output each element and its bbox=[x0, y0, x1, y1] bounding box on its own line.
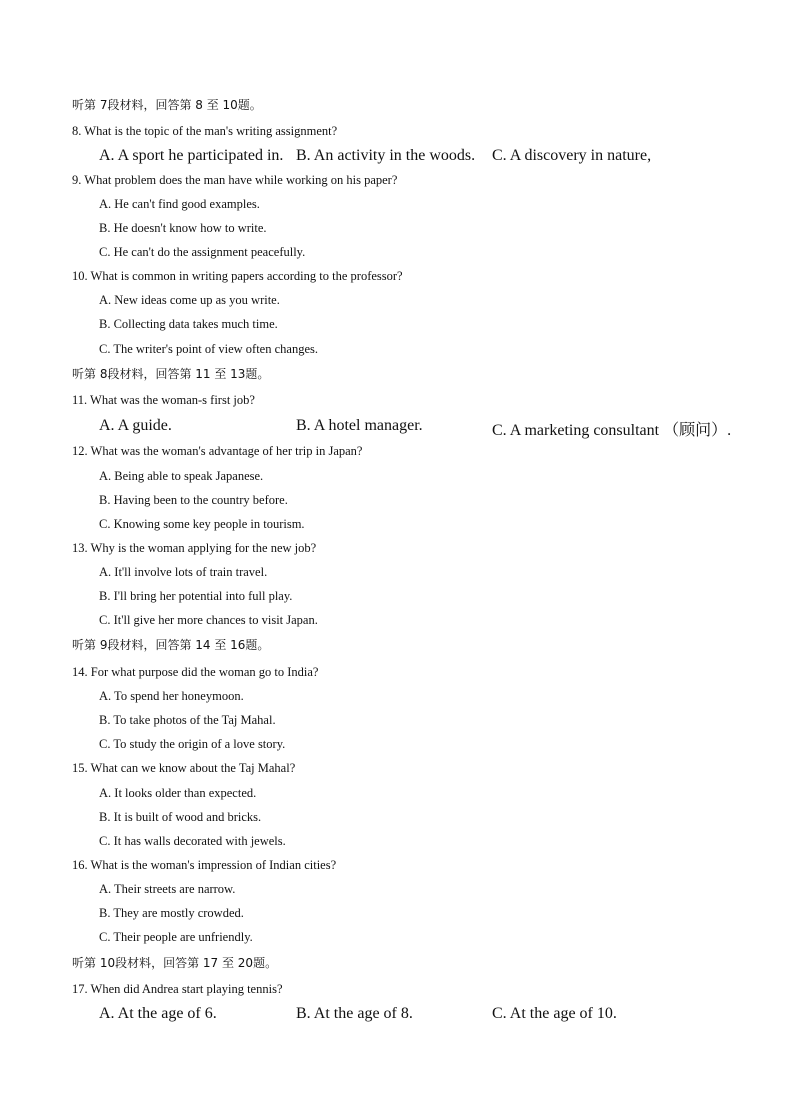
option-15-a: A. It looks older than expected. bbox=[99, 786, 257, 800]
option-10-b: B. Collecting data takes much time. bbox=[99, 317, 278, 331]
options-row-17 bbox=[0, 1005, 790, 1021]
option-16-a: A. Their streets are narrow. bbox=[99, 882, 236, 896]
question-17: 17. When did Andrea start playing tennis? bbox=[72, 982, 283, 996]
option-15-c: C. It has walls decorated with jewels. bbox=[99, 834, 286, 848]
option-16-c: C. Their people are unfriendly. bbox=[99, 930, 253, 944]
section-header-7: 听第 7段材料，回答第 8 至 10题。 bbox=[72, 98, 262, 112]
option-17-c: C. At the age of 10. bbox=[492, 1005, 617, 1022]
option-17-a: A. At the age of 6. bbox=[99, 1005, 217, 1022]
option-9-a: A. He can't find good examples. bbox=[99, 197, 260, 211]
question-8: 8. What is the topic of the man's writing assignment? bbox=[72, 124, 338, 138]
option-9-b: B. He doesn't know how to write. bbox=[99, 221, 267, 235]
option-8-c: C. A discovery in nature, bbox=[492, 147, 652, 164]
question-14: 14. For what purpose did the woman go to India? bbox=[72, 665, 319, 679]
options-row-8 bbox=[0, 147, 790, 163]
question-11: 11. What was the woman-s first job? bbox=[72, 393, 255, 407]
question-16: 16. What is the woman's impression of Indian cities? bbox=[72, 858, 337, 872]
option-16-b: B. They are mostly crowded. bbox=[99, 906, 244, 920]
option-14-b: B. To take photos of the Taj Mahal. bbox=[99, 713, 276, 727]
option-13-c: C. It'll give her more chances to visit Japan. bbox=[99, 613, 318, 627]
question-13: 13. Why is the woman applying for the new job? bbox=[72, 541, 317, 555]
question-10: 10. What is common in writing papers according to the professor? bbox=[72, 269, 403, 283]
options-row-11 bbox=[0, 417, 790, 439]
question-15: 15. What can we know about the Taj Mahal? bbox=[72, 761, 296, 775]
option-10-c: C. The writer's point of view often changes. bbox=[99, 342, 318, 356]
option-10-a: A. New ideas come up as you write. bbox=[99, 293, 280, 307]
option-13-a: A. It'll involve lots of train travel. bbox=[99, 565, 268, 579]
option-9-c: C. He can't do the assignment peacefully. bbox=[99, 245, 306, 259]
option-15-b: B. It is built of wood and bricks. bbox=[99, 810, 262, 824]
option-13-b: B. I'll bring her potential into full play. bbox=[99, 589, 293, 603]
option-12-c: C. Knowing some key people in tourism. bbox=[99, 517, 305, 531]
section-header-9: 听第 9段材料，回答第 14 至 16题。 bbox=[72, 638, 270, 652]
option-11-b: B. A hotel manager. bbox=[296, 417, 423, 434]
option-14-c: C. To study the origin of a love story. bbox=[99, 737, 286, 751]
section-header-10: 听第 10段材料，回答第 17 至 20题。 bbox=[72, 956, 278, 970]
option-11-c: C. A marketing consultant （顾问）. bbox=[492, 422, 732, 439]
option-12-b: B. Having been to the country before. bbox=[99, 493, 288, 507]
option-17-b: B. At the age of 8. bbox=[296, 1005, 413, 1022]
question-9: 9. What problem does the man have while working on his paper? bbox=[72, 173, 398, 187]
option-8-a: A. A sport he participated in. bbox=[99, 147, 284, 164]
option-8-b: B. An activity in the woods. bbox=[296, 147, 476, 164]
option-12-a: A. Being able to speak Japanese. bbox=[99, 469, 264, 483]
section-header-8: 听第 8段材料，回答第 11 至 13题。 bbox=[72, 367, 270, 381]
question-12: 12. What was the woman's advantage of her trip in Japan? bbox=[72, 444, 363, 458]
option-14-a: A. To spend her honeymoon. bbox=[99, 689, 244, 703]
option-11-a: A. A guide. bbox=[99, 417, 172, 434]
